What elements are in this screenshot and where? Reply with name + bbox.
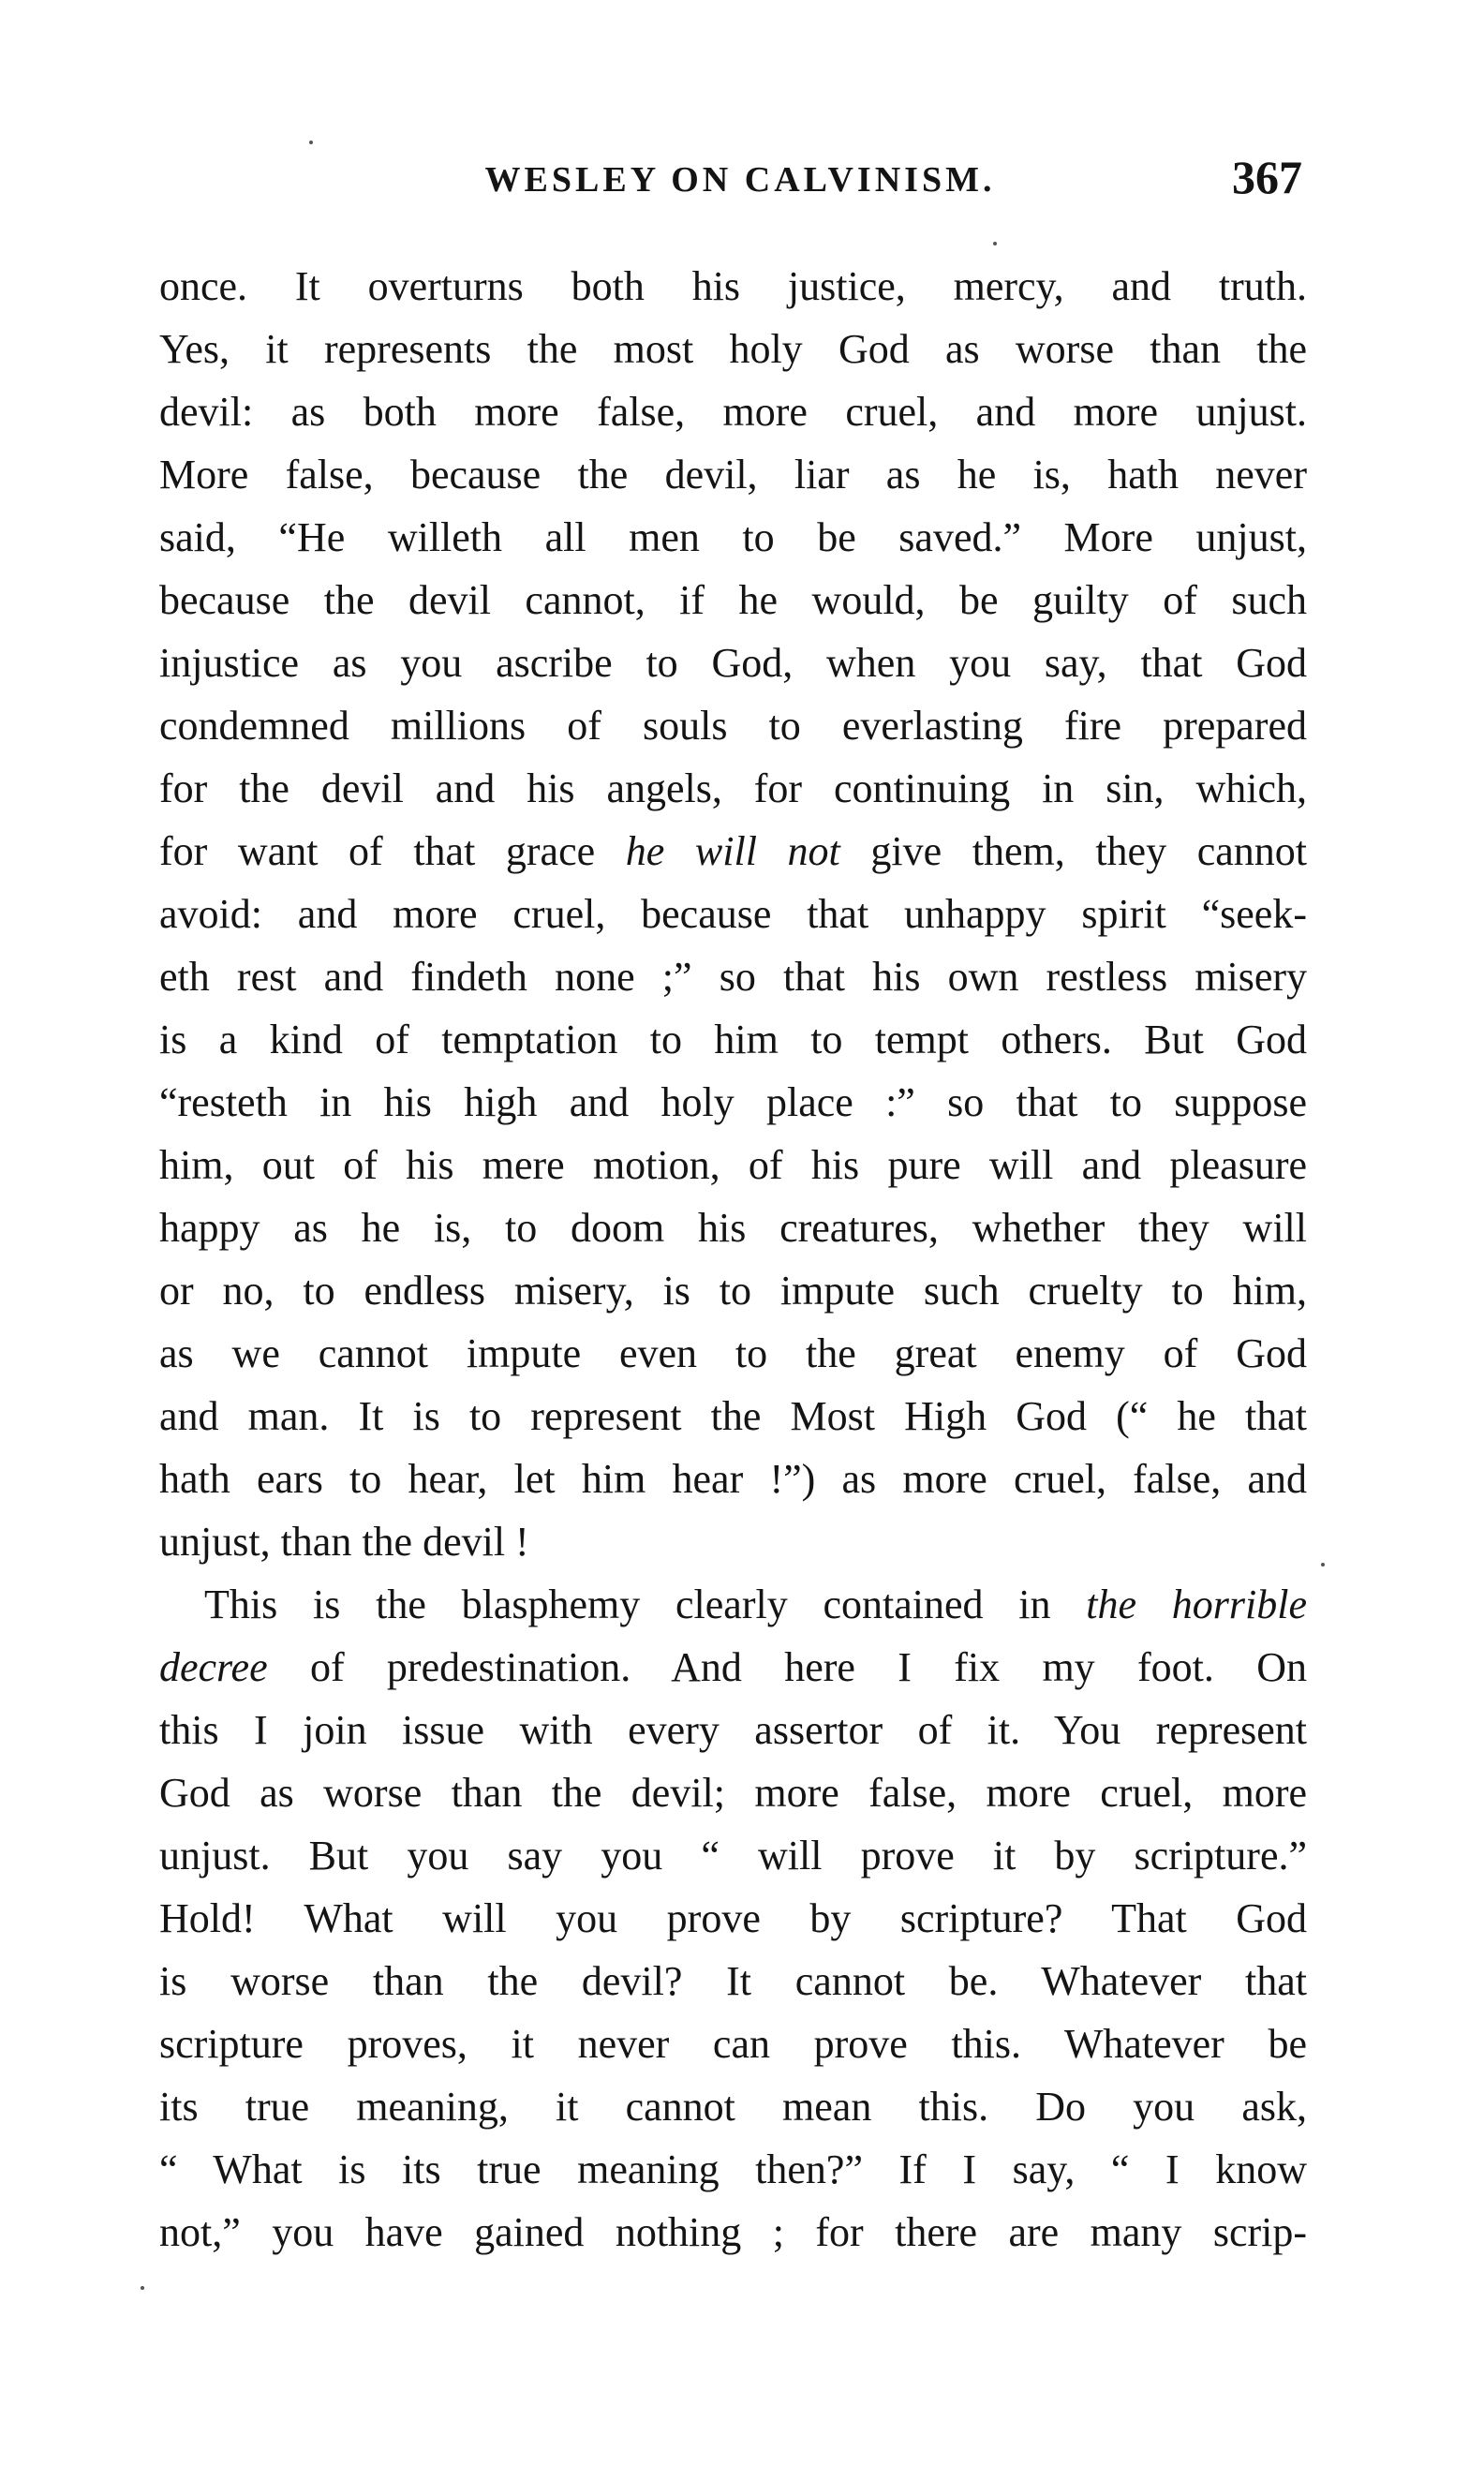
text-line bbox=[159, 2075, 1307, 2138]
text-line bbox=[159, 1008, 1307, 1071]
text-segment: this I join issue with every assertor of it. You represent bbox=[159, 1707, 1307, 1753]
text-segment: him, out of his mere motion, of his pure will and pleasure bbox=[159, 1142, 1307, 1188]
text-line bbox=[159, 506, 1307, 569]
text-line bbox=[159, 1573, 1307, 1636]
text-line bbox=[159, 569, 1307, 631]
text-segment: unjust. But you say you “ will prove it by scripture.” bbox=[159, 1833, 1307, 1879]
text-segment: avoid: and more cruel, because that unhappy spirit “seek- bbox=[159, 891, 1307, 937]
text-line bbox=[159, 2201, 1307, 2264]
page-number: 367 bbox=[1232, 151, 1302, 203]
text-segment: of predestination. And here I fix my foot. On bbox=[267, 1644, 1307, 1690]
text-segment: its true meaning, it cannot mean this. Do you ask, bbox=[159, 2084, 1307, 2130]
text-line bbox=[159, 443, 1307, 506]
text-segment: This is the blasphemy clearly contained in bbox=[204, 1582, 1087, 1627]
text-segment: God as worse than the devil; more false, more cruel, more bbox=[159, 1770, 1307, 1816]
text-segment: More false, because the devil, liar as he is, hath never bbox=[159, 452, 1307, 497]
text-line bbox=[159, 1385, 1307, 1448]
text-line bbox=[159, 1950, 1307, 2012]
text-segment: devil: as both more false, more cruel, and more unjust. bbox=[159, 389, 1307, 435]
text-segment: is a kind of temptation to him to tempt others. But God bbox=[159, 1017, 1307, 1062]
paragraph bbox=[159, 1573, 1307, 2264]
scan-speck bbox=[141, 2286, 144, 2290]
scan-speck bbox=[993, 242, 997, 245]
text-line bbox=[159, 1196, 1307, 1259]
text-line bbox=[159, 255, 1307, 318]
scan-speck bbox=[1321, 1563, 1325, 1567]
text-segment: or no, to endless misery, is to impute such cruelty to him, bbox=[159, 1268, 1307, 1314]
page-header bbox=[159, 150, 1321, 206]
italic-text: decree bbox=[159, 1644, 268, 1690]
text-line bbox=[159, 1636, 1307, 1699]
text-line bbox=[159, 1510, 1307, 1573]
text-line bbox=[159, 1699, 1307, 1761]
text-segment: once. It overturns both his justice, mercy, and truth. bbox=[159, 263, 1307, 309]
text-line bbox=[159, 1071, 1307, 1134]
text-line bbox=[159, 2138, 1307, 2201]
text-segment: is worse than the devil? It cannot be. Whatever that bbox=[159, 1958, 1307, 2004]
text-segment: for the devil and his angels, for continuing in sin, which, bbox=[159, 765, 1307, 811]
text-segment: because the devil cannot, if he would, be guilty of such bbox=[159, 577, 1307, 623]
text-line bbox=[159, 2012, 1307, 2075]
text-line bbox=[159, 1448, 1307, 1510]
text-segment: unjust, than the devil ! bbox=[159, 1519, 529, 1565]
text-segment: scripture proves, it never can prove this. Whatever be bbox=[159, 2021, 1307, 2067]
text-segment: happy as he is, to doom his creatures, whether they will bbox=[159, 1205, 1307, 1251]
text-line bbox=[159, 1322, 1307, 1385]
text-segment: Yes, it represents the most holy God as worse than the bbox=[159, 326, 1307, 372]
text-line bbox=[159, 1887, 1307, 1950]
text-segment: for want of that grace bbox=[159, 828, 626, 874]
text-line bbox=[159, 694, 1307, 757]
text-line bbox=[159, 1259, 1307, 1322]
text-line bbox=[159, 631, 1307, 694]
paragraph bbox=[159, 255, 1307, 1573]
text-line bbox=[159, 820, 1307, 883]
text-line bbox=[159, 945, 1307, 1008]
text-segment: hath ears to hear, let him hear !”) as more cruel, false, and bbox=[159, 1456, 1307, 1502]
italic-text: he will not bbox=[625, 828, 840, 874]
text-segment: said, “He willeth all men to be saved.” More unjust, bbox=[159, 514, 1307, 560]
italic-text: the horrible bbox=[1086, 1582, 1307, 1627]
text-segment: “ What is its true meaning then?” If I say, “ I know bbox=[159, 2146, 1307, 2192]
text-segment: as we cannot impute even to the great enemy of God bbox=[159, 1330, 1307, 1376]
text-line bbox=[159, 1761, 1307, 1824]
text-segment: eth rest and findeth none ;” so that his own restless misery bbox=[159, 954, 1307, 1000]
text-segment: condemned millions of souls to everlasting fire prepared bbox=[159, 703, 1307, 749]
text-segment: Hold! What will you prove by scripture? That God bbox=[159, 1895, 1307, 1941]
text-line bbox=[159, 883, 1307, 945]
scan-speck bbox=[309, 141, 313, 144]
text-line bbox=[159, 1134, 1307, 1196]
text-segment: and man. It is to represent the Most High God (“ he that bbox=[159, 1393, 1307, 1439]
text-segment: give them, they cannot bbox=[839, 828, 1307, 874]
text-line bbox=[159, 757, 1307, 820]
text-line bbox=[159, 380, 1307, 443]
text-segment: not,” you have gained nothing ; for there are many scrip- bbox=[159, 2209, 1307, 2255]
running-head: WESLEY ON CALVINISM. bbox=[484, 160, 996, 200]
text-line bbox=[159, 1824, 1307, 1887]
text-line bbox=[159, 318, 1307, 380]
text-segment: injustice as you ascribe to God, when you say, that God bbox=[159, 640, 1307, 686]
body-text bbox=[159, 255, 1307, 2264]
text-segment: “resteth in his high and holy place :” so that to suppose bbox=[159, 1079, 1307, 1125]
